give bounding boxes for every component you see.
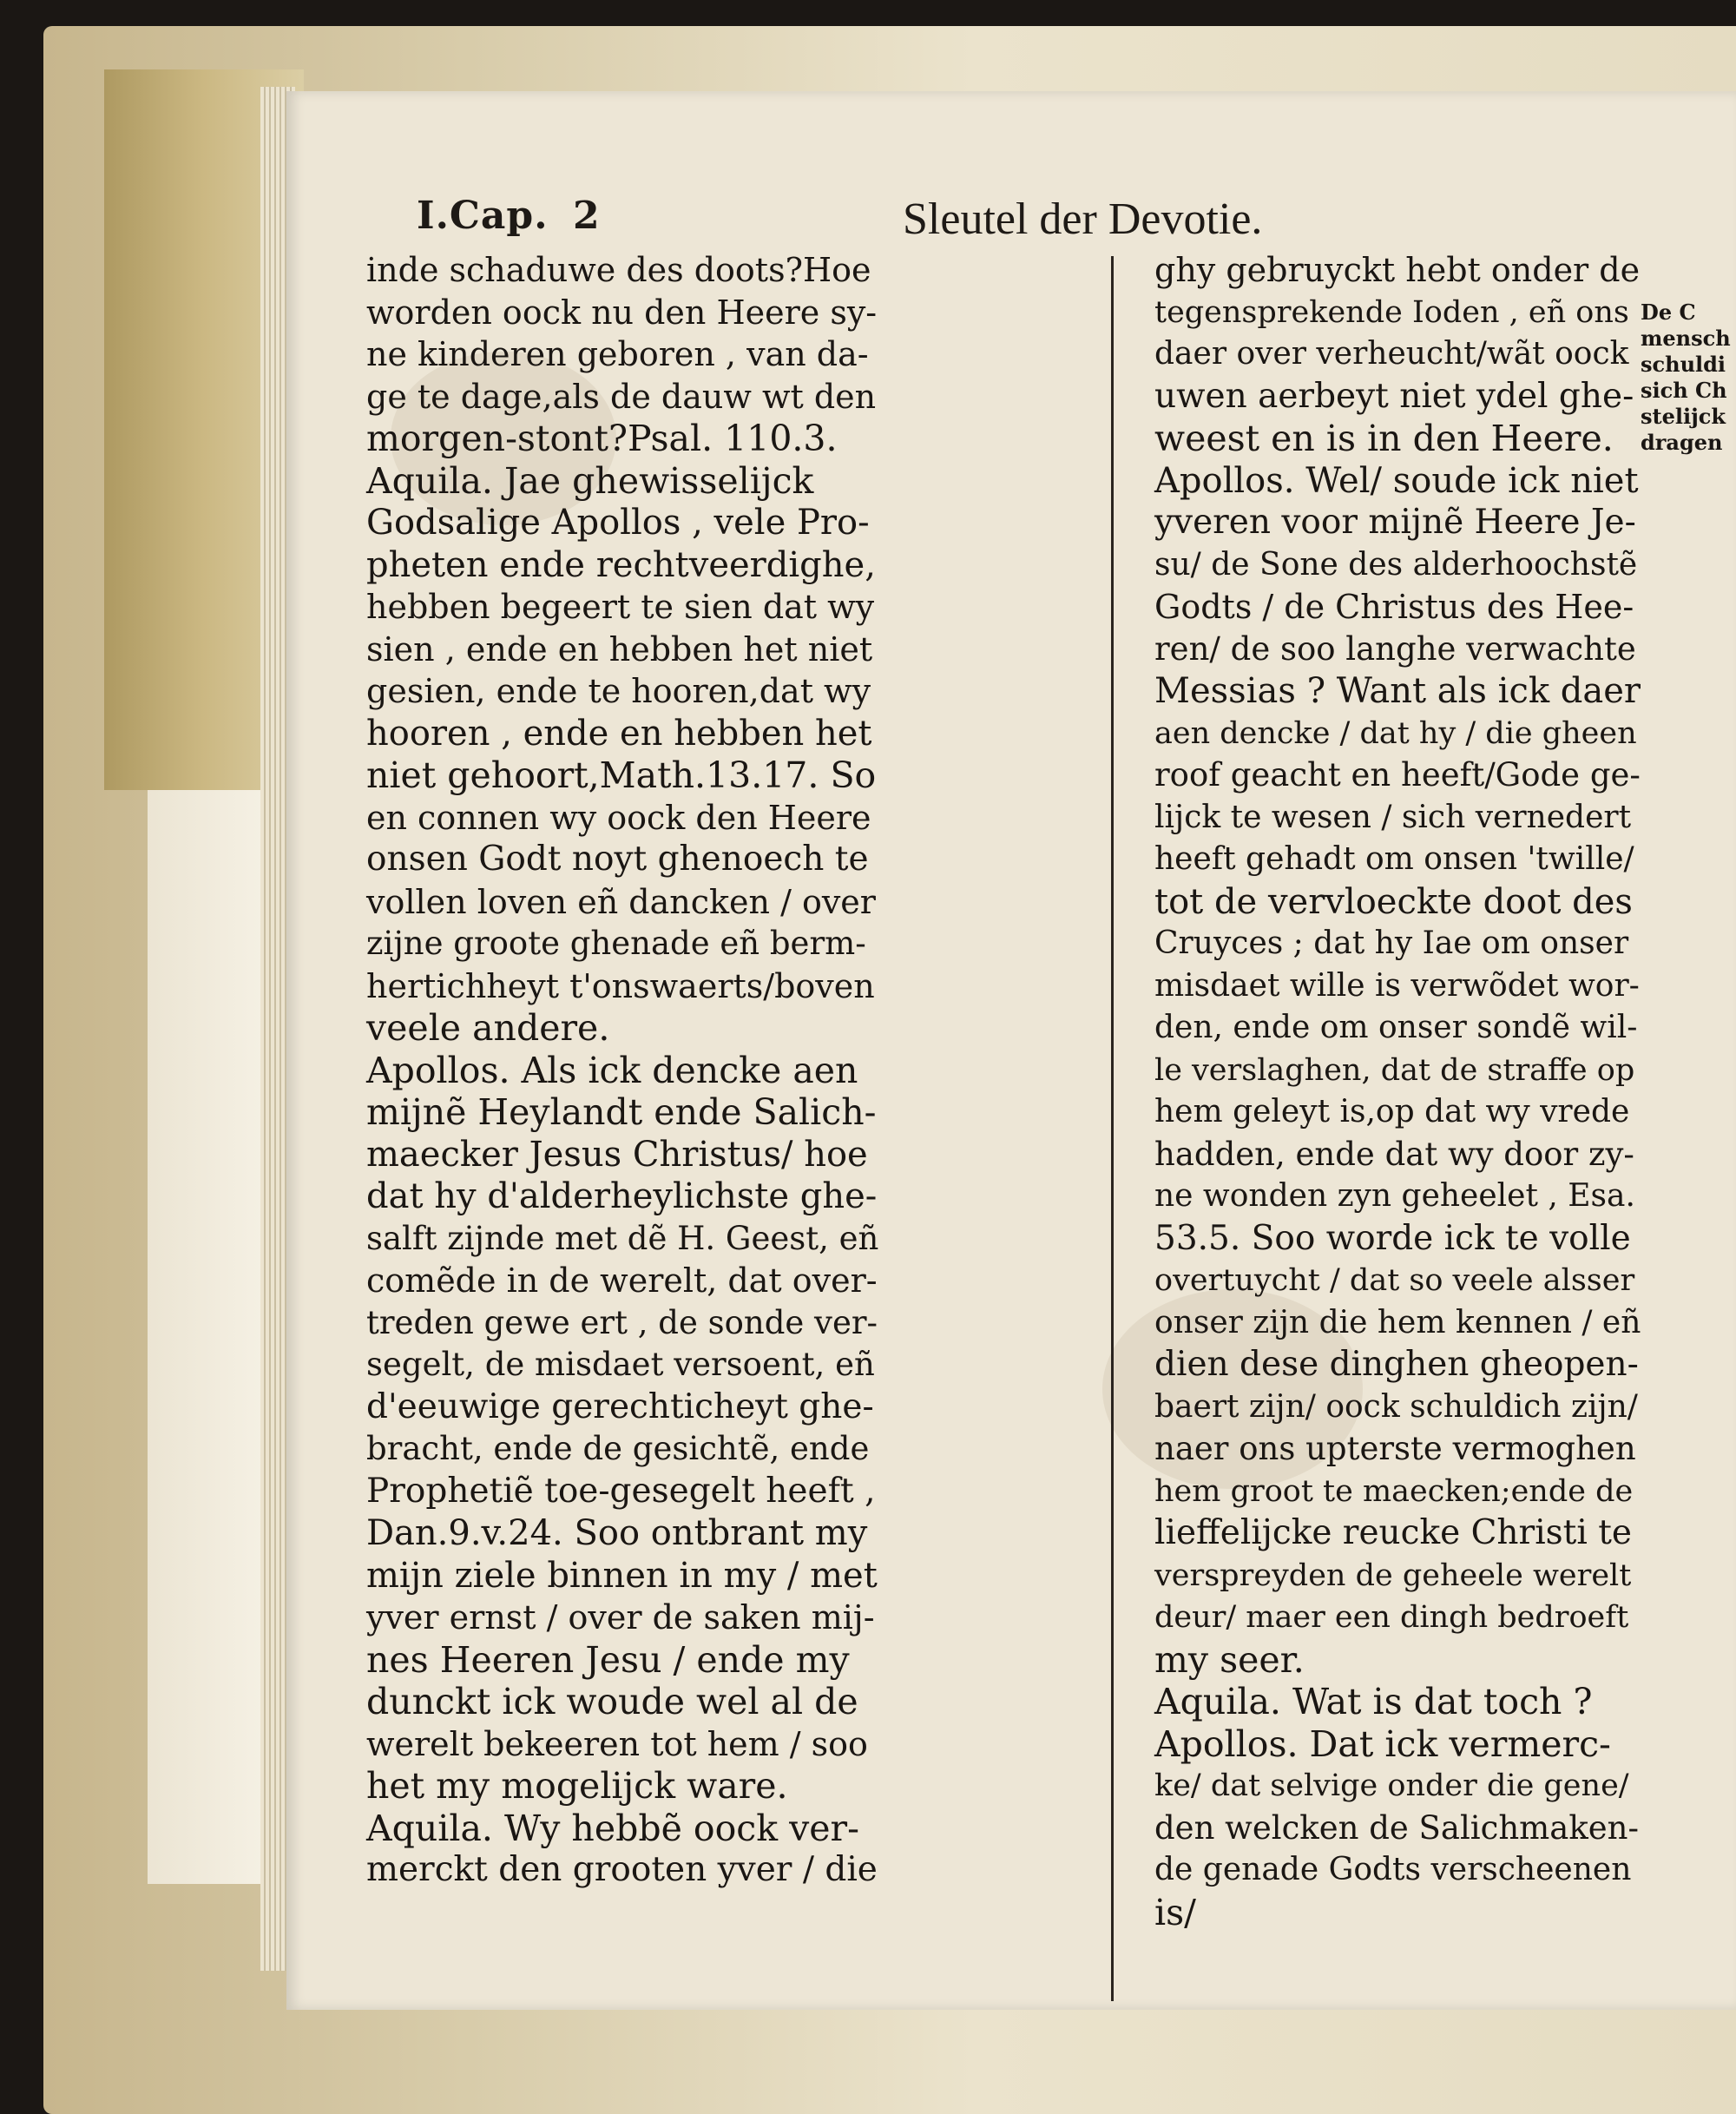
text-line: baert zijn/ oock schuldich zijn/ bbox=[1154, 1388, 1638, 1425]
text-line: naer ons upterste vermoghen bbox=[1154, 1430, 1636, 1467]
text-line: tegensprekende Ioden , eñ ons bbox=[1154, 294, 1629, 330]
text-line: Aquila. Jae ghewisselijck bbox=[366, 459, 814, 502]
text-line: merckt den grooten yver / die bbox=[366, 1850, 878, 1889]
text-line: Dan.9.v.24. Soo ontbrant my bbox=[366, 1513, 868, 1553]
text-line: weest en is in den Heere. bbox=[1154, 418, 1614, 459]
text-line: hem groot te maecken;ende de bbox=[1154, 1473, 1634, 1509]
marginal-note-line: dragen bbox=[1641, 430, 1723, 455]
text-line: d'eeuwige gerechticheyt ghe- bbox=[366, 1386, 874, 1426]
text-line: Apollos. Wel/ soude ick niet bbox=[1154, 460, 1639, 501]
column-divider bbox=[1111, 256, 1114, 2001]
text-line: segelt, de misdaet versoent, eñ bbox=[366, 1346, 875, 1383]
text-line: le verslaghen, dat de straffe op bbox=[1154, 1052, 1635, 1088]
chapter-label: I.Cap. bbox=[417, 194, 549, 238]
text-line: ge te dage,als de dauw wt den bbox=[366, 377, 877, 416]
text-line: pheten ende rechtveerdighe, bbox=[366, 544, 876, 585]
text-line: hertichheyt t'onswaerts/boven bbox=[366, 966, 875, 1005]
text-line: en connen wy oock den Heere bbox=[366, 798, 871, 837]
text-line: lieffelijcke reucke Christi te bbox=[1154, 1513, 1632, 1552]
text-line: mijn ziele binnen in my / met bbox=[366, 1555, 878, 1596]
marginal-note bbox=[1641, 300, 1731, 456]
text-line: Godsalige Apollos , vele Pro- bbox=[366, 503, 870, 543]
text-line: roof geacht en heeft/Gode ge- bbox=[1154, 756, 1641, 794]
text-line: inde schaduwe des doots?Hoe bbox=[366, 251, 871, 289]
text-line: dunckt ick woude wel al de bbox=[366, 1681, 858, 1722]
text-line: Godts / de Christus des Hee- bbox=[1154, 588, 1634, 626]
page-number: 2 bbox=[573, 194, 600, 238]
text-line: my seer. bbox=[1154, 1638, 1305, 1681]
text-line: overtuycht / dat so veele alsser bbox=[1154, 1263, 1635, 1298]
text-line: Apollos. Als ick dencke aen bbox=[366, 1049, 858, 1091]
text-line: Aquila. Wat is dat toch ? bbox=[1154, 1681, 1593, 1722]
text-line: Apollos. Dat ick vermerc- bbox=[1154, 1722, 1611, 1765]
text-line: yveren voor mijnẽ Heere Je- bbox=[1154, 503, 1636, 542]
text-line: 53.5. Soo worde ick te volle bbox=[1154, 1218, 1631, 1258]
text-line: werelt bekeeren tot hem / soo bbox=[366, 1724, 868, 1763]
text-line: veele andere. bbox=[366, 1007, 610, 1049]
text-line: ne wonden zyn geheelet , Esa. bbox=[1154, 1178, 1635, 1214]
text-line: uwen aerbeyt niet ydel ghe- bbox=[1154, 376, 1634, 416]
text-line: ke/ dat selvige onder die gene/ bbox=[1154, 1768, 1629, 1803]
text-line: salft zijnde met dẽ H. Geest, eñ bbox=[366, 1219, 879, 1257]
text-line: hooren , ende en hebben het bbox=[366, 713, 872, 754]
text-line: sien , ende en hebben het niet bbox=[366, 629, 873, 668]
text-line: de genade Godts verscheenen bbox=[1154, 1852, 1632, 1887]
text-line: ghy gebruyckt hebt onder de bbox=[1154, 251, 1641, 289]
text-line: treden gewe ert , de sonde ver- bbox=[366, 1303, 878, 1341]
text-line: Messias ? Want als ick daer bbox=[1154, 671, 1641, 711]
text-line: bracht, ende de gesichtẽ, ende bbox=[366, 1430, 870, 1467]
text-line: den, ende om onser sondẽ wil- bbox=[1154, 1010, 1638, 1045]
right-text-column bbox=[1154, 249, 1641, 1933]
text-line: dat hy d'alderheylichste ghe- bbox=[366, 1176, 878, 1216]
text-line: tot de vervloeckte doot des bbox=[1154, 881, 1633, 922]
left-text-column bbox=[366, 249, 878, 1892]
text-line: comẽde in de werelt, dat over- bbox=[366, 1261, 878, 1300]
text-line: Aquila. Wy hebbẽ oock ver- bbox=[366, 1807, 859, 1849]
text-line: ne kinderen geboren , van da- bbox=[366, 335, 869, 373]
text-line: onser zijn die hem kennen / eñ bbox=[1154, 1304, 1641, 1340]
marginal-note-line: sich Ch bbox=[1641, 378, 1727, 403]
text-line: hadden, ende dat wy door zy- bbox=[1154, 1135, 1634, 1173]
text-line: is/ bbox=[1154, 1891, 1196, 1933]
text-line: daer over verheucht/wãt oock bbox=[1154, 336, 1629, 372]
text-line: aen dencke / dat hy / die gheen bbox=[1154, 715, 1637, 751]
text-line: mijnẽ Heylandt ende Salich- bbox=[366, 1091, 877, 1133]
text-line: het my mogelijck ware. bbox=[366, 1765, 788, 1807]
text-line: hebben begeert te sien dat wy bbox=[366, 588, 875, 626]
text-line: vollen loven eñ dancken / over bbox=[366, 882, 876, 921]
text-line: misdaet wille is verwõdet wor- bbox=[1154, 967, 1640, 1004]
text-line: Prophetiẽ toe-gesegelt heeft , bbox=[366, 1471, 876, 1511]
marginal-note-line: De C bbox=[1641, 300, 1696, 325]
text-line: yver ernst / over de saken mij- bbox=[366, 1598, 875, 1637]
marginal-note-line: mensch bbox=[1641, 326, 1731, 351]
text-line: maecker Jesus Christus/ hoe bbox=[366, 1134, 868, 1175]
text-line: zijne groote ghenade eñ berm- bbox=[366, 925, 866, 962]
marginal-note-line: schuldi bbox=[1641, 352, 1726, 377]
marginal-note-line: stelijck bbox=[1641, 404, 1726, 429]
text-line: dien dese dinghen gheopen- bbox=[1154, 1345, 1639, 1384]
text-line: heeft gehadt om onsen 'twille/ bbox=[1154, 841, 1634, 877]
text-line: hem geleyt is,op dat wy vrede bbox=[1154, 1094, 1630, 1129]
text-line: lijck te wesen / sich vernedert bbox=[1154, 799, 1632, 835]
book-page bbox=[286, 91, 1736, 2010]
text-line: gesien, ende te hooren,dat wy bbox=[366, 672, 871, 710]
text-line: ren/ de soo langhe verwachte bbox=[1154, 629, 1636, 668]
text-line: Cruyces ; dat hy Iae om onser bbox=[1154, 925, 1629, 961]
text-line: onsen Godt noyt ghenoech te bbox=[366, 840, 869, 879]
text-line: morgen-stont?Psal. 110.3. bbox=[366, 418, 838, 459]
text-line: nes Heeren Jesu / ende my bbox=[366, 1638, 850, 1681]
text-line: deur/ maer een dingh bedroeft bbox=[1154, 1600, 1629, 1635]
text-line: worden oock nu den Heere sy- bbox=[366, 293, 878, 332]
text-line: niet gehoort,Math.13.17. So bbox=[366, 754, 877, 796]
running-title: Sleutel der Devotie. bbox=[903, 194, 1263, 244]
text-line: den welcken de Salichmaken- bbox=[1154, 1808, 1639, 1847]
text-line: verspreyden de geheele werelt bbox=[1154, 1558, 1632, 1593]
text-line: su/ de Sone des alderhoochstẽ bbox=[1154, 546, 1638, 583]
